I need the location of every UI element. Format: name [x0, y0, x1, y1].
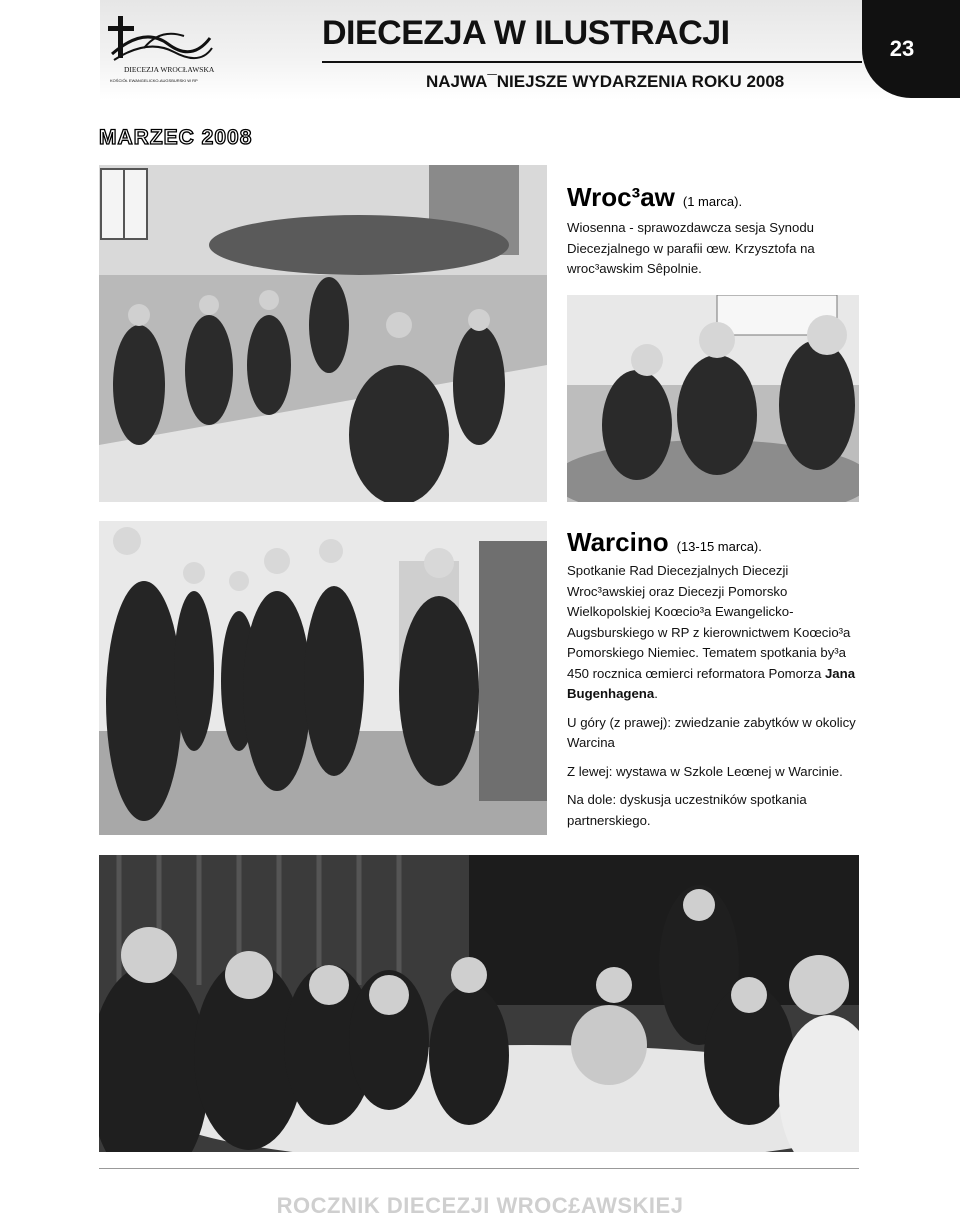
- warcino-place: Warcino: [567, 527, 669, 557]
- caption-left: Z lewej: wystawa w Szkole Leœnej w Warcinie.: [567, 763, 843, 779]
- photo-sightseeing: [567, 295, 859, 502]
- photo-exhibition: [99, 521, 547, 835]
- caption-top: U góry (z prawej): zwiedzanie zabytków w okolicy Warcina: [567, 714, 856, 750]
- page-title: DIECEZJA W ILUSTRACJI: [322, 14, 730, 52]
- warcino-description: [567, 561, 861, 705]
- logo-name: DIECEZJA WROCŁAWSKA: [124, 65, 215, 74]
- warcino-description-end: .: [654, 686, 658, 701]
- wroclaw-text: Wiosenna - sprawozdawcza sesja Synodu Diecezjalnego w parafii œw. Krzysztofa na wroc³awskim Sêpolnie.: [567, 220, 815, 276]
- warcino-description-text: Spotkanie Rad Diecezjalnych Diecezji Wroc³awskiej oraz Diecezji Pomorsko Wielkopolskiej Koœcio³a Ewangelicko-Augsburskiego w RP z kierownictwem Koœcio³a Pomorskiego Niemiec. Tematem spotkania by³a 450 rocznica œmierci reformatora Pomorza: [567, 563, 851, 681]
- wroclaw-date: (1 marca).: [682, 194, 743, 209]
- title-divider: [322, 61, 862, 63]
- warcino-heading: [567, 527, 762, 558]
- caption-bottom: Na dole: dyskusja uczestników spotkania partnerskiego.: [567, 792, 807, 828]
- warcino-text-block: [567, 561, 861, 839]
- page-subtitle: NAJWA¯NIEJSZE WYDARZENIA ROKU 2008: [426, 72, 785, 91]
- page-number: 23: [889, 36, 915, 61]
- photo-synod-session: [99, 165, 547, 502]
- photo-discussion: [99, 855, 859, 1152]
- wroclaw-heading: [567, 182, 742, 213]
- footer-title: ROCZNIK DIECEZJI WROC£AWSKIEJ: [276, 1193, 684, 1218]
- warcino-date: (13-15 marca).: [676, 539, 762, 554]
- wroclaw-place: Wroc³aw: [567, 182, 675, 212]
- diocese-logo: [104, 8, 216, 88]
- bugenhagen-name: Jana Bugenhagena: [567, 665, 856, 701]
- footer-divider: [99, 1168, 859, 1169]
- logo-church: KOŚCIÓŁ EWANGELICKO-AUGSBURSKI W RP: [110, 78, 198, 83]
- section-heading: MARZEC 2008: [99, 126, 253, 149]
